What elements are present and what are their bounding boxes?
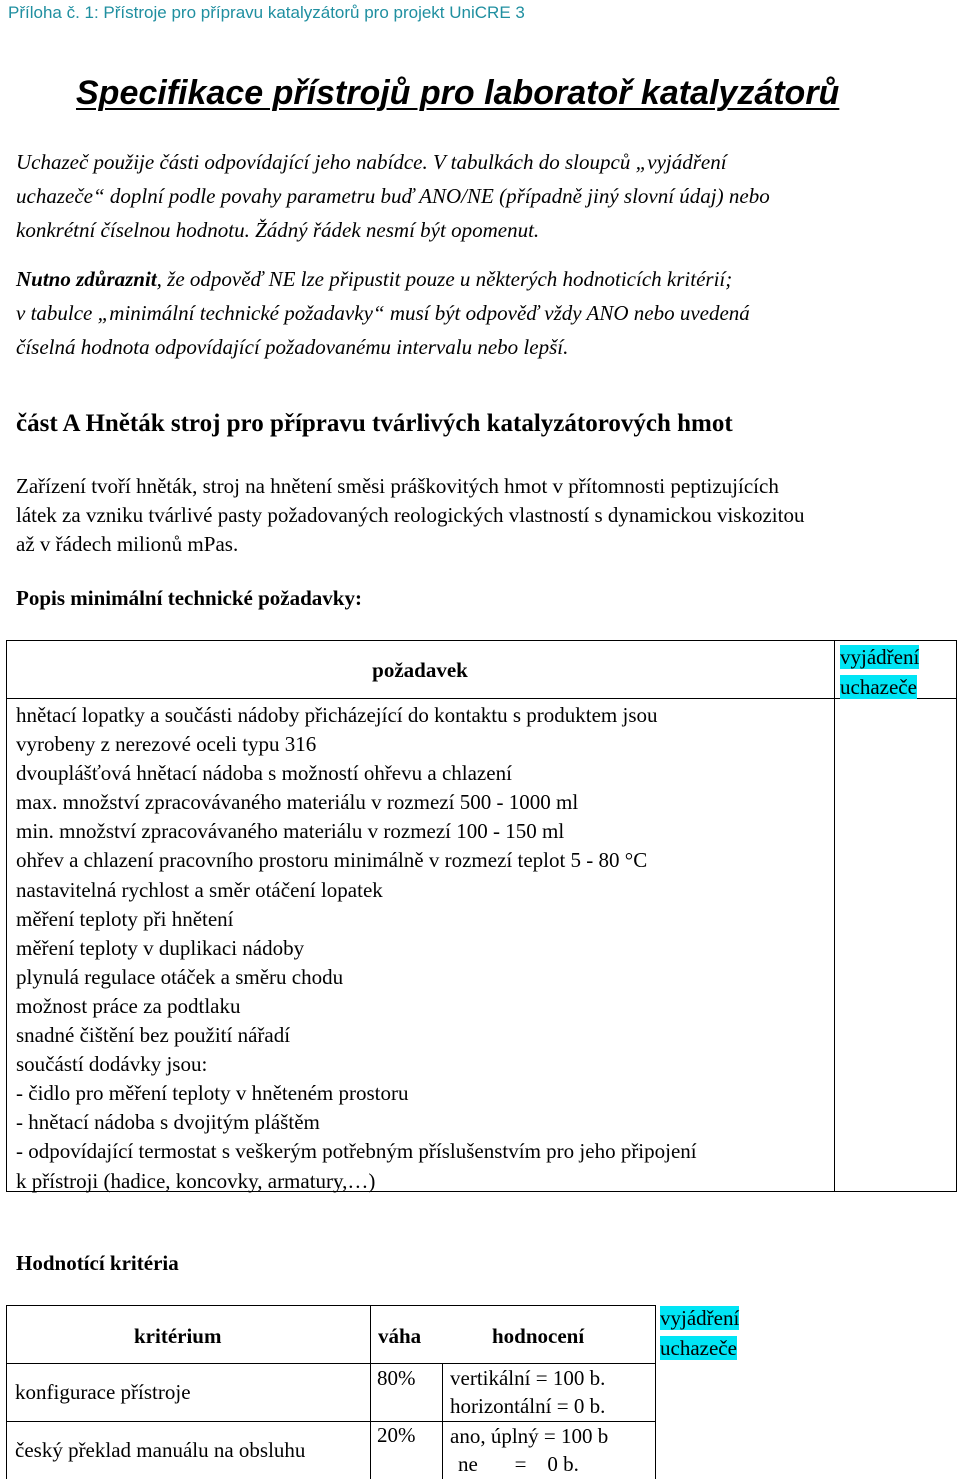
table-border xyxy=(6,698,835,699)
requirement-row: nastavitelná rychlost a směr otáčení lopatek xyxy=(16,877,383,902)
table-border xyxy=(6,1305,7,1479)
table-border xyxy=(655,1305,656,1479)
table-border xyxy=(6,1363,656,1364)
requirement-row: dvouplášťová hnětací nádoba s možností ohřevu a chlazení xyxy=(16,761,512,786)
rating-cell-line: ano, úplný = 100 b xyxy=(450,1424,609,1448)
requirement-row: - čidlo pro měření teploty v hněteném prostoru xyxy=(16,1081,409,1106)
table-border xyxy=(6,640,957,641)
intro-line: konkrétní číselnou hodnotu. Žádný řádek nesmí být opomenut. xyxy=(16,218,540,242)
rating-cell-line: vertikální = 100 b. xyxy=(450,1366,606,1390)
requirement-row: možnost práce za podtlaku xyxy=(16,993,241,1018)
table-border xyxy=(6,1305,656,1306)
requirement-row: - hnětací nádoba s dvojitým pláštěm xyxy=(16,1110,320,1135)
weight-cell: 20% xyxy=(377,1423,416,1447)
criteria-heading: Hodnotící kritéria xyxy=(16,1251,179,1275)
note-line-1-rest: , že odpověď NE lze připustit pouze u některých hodnoticích kritérií; xyxy=(156,267,733,291)
intro-line: uchazeče“ doplní podle povahy parametru buď ANO/NE (případně jiný slovní údaj) nebo xyxy=(16,184,770,208)
requirement-row: hnětací lopatky a součásti nádoby přicházející do kontaktu s produktem jsou xyxy=(16,703,658,727)
requirement-row: min. množství zpracovávaného materiálu v rozmezí 100 - 150 ml xyxy=(16,819,565,844)
criterion-cell: český překlad manuálu na obsluhu xyxy=(15,1438,306,1462)
document-title: Specifikace přístrojů pro laboratoř katalyzátorů xyxy=(76,74,840,112)
note-paragraph xyxy=(16,262,946,364)
response-header-line: vyjádření xyxy=(840,645,920,669)
requirement-row: ohřev a chlazení pracovního prostoru minimálně v rozmezí teplot 5 - 80 °C xyxy=(16,848,648,873)
description-line: Zařízení tvoří hněták, stroj na hnětení směsi práškovitých hmot v přítomnosti peptizujících xyxy=(16,474,779,498)
rating-cell-line: horizontální = 0 b. xyxy=(450,1394,606,1418)
intro-paragraph xyxy=(16,145,946,247)
section-a-description xyxy=(16,472,804,559)
weight-column-header: váha xyxy=(378,1324,422,1348)
note-line-2: v tabulce „minimální technické požadavky“ musí být odpověď vždy ANO nebo uvedená xyxy=(16,301,750,325)
rating-column-header: hodnocení xyxy=(492,1324,585,1348)
table-border xyxy=(956,640,957,1192)
criteria-response-header xyxy=(660,1303,739,1363)
description-line: látek za vzniku tvárlivé pasty požadovaných reologických vlastností s dynamickou viskozitou xyxy=(16,503,805,527)
note-bold-lead: Nutno zdůraznit xyxy=(16,267,157,291)
table-border xyxy=(6,1421,656,1422)
description-line: až v řádech milionů mPas. xyxy=(16,532,239,556)
requirement-row: - odpovídající termostat s veškerým potřebným příslušenstvím pro jeho připojení xyxy=(16,1139,697,1164)
requirements-table xyxy=(6,640,957,1192)
note-line-1 xyxy=(16,262,946,296)
requirement-column-header: požadavek xyxy=(372,658,468,682)
response-header-line: uchazeče xyxy=(840,675,917,699)
requirement-row: plynulá regulace otáček a směru chodu xyxy=(16,964,344,989)
intro-line: Uchazeč použije části odpovídající jeho nabídce. V tabulkách do sloupců „vyjádření xyxy=(16,150,727,174)
requirement-rows xyxy=(16,701,697,1196)
table-border xyxy=(370,1305,371,1479)
requirements-heading: Popis minimální technické požadavky: xyxy=(16,586,362,610)
table-border xyxy=(6,640,7,1192)
requirement-row: k přístroji (hadice, koncovky, armatury,…) xyxy=(16,1168,376,1193)
criterion-column-header: kritérium xyxy=(134,1324,222,1348)
response-column-header xyxy=(840,642,954,702)
weight-cell: 80% xyxy=(377,1366,416,1390)
response-header-line: vyjádření xyxy=(660,1306,740,1330)
requirement-row: vyrobeny z nerezové oceli typu 316 xyxy=(16,732,317,757)
criterion-cell: konfigurace přístroje xyxy=(15,1380,191,1404)
requirement-row: měření teploty při hnětení xyxy=(16,906,234,931)
section-a-heading: část A Hněták stroj pro přípravu tvárlivých katalyzátorových hmot xyxy=(16,410,733,437)
criteria-table xyxy=(6,1305,656,1479)
response-header-line: uchazeče xyxy=(660,1336,737,1360)
requirement-row: max. množství zpracovávaného materiálu v rozmezí 500 - 1000 ml xyxy=(16,790,579,815)
requirement-row: součástí dodávky jsou: xyxy=(16,1052,208,1077)
table-border xyxy=(834,640,835,1192)
rating-cell-line: ne = 0 b. xyxy=(458,1452,579,1476)
requirement-row: snadné čištění bez použití nářadí xyxy=(16,1023,291,1048)
page-header: Příloha č. 1: Přístroje pro přípravu katalyzátorů pro projekt UniCRE 3 xyxy=(8,3,525,22)
requirement-row: měření teploty v duplikaci nádoby xyxy=(16,935,305,960)
note-line-3: číselná hodnota odpovídající požadovanému intervalu nebo lepší. xyxy=(16,335,569,359)
